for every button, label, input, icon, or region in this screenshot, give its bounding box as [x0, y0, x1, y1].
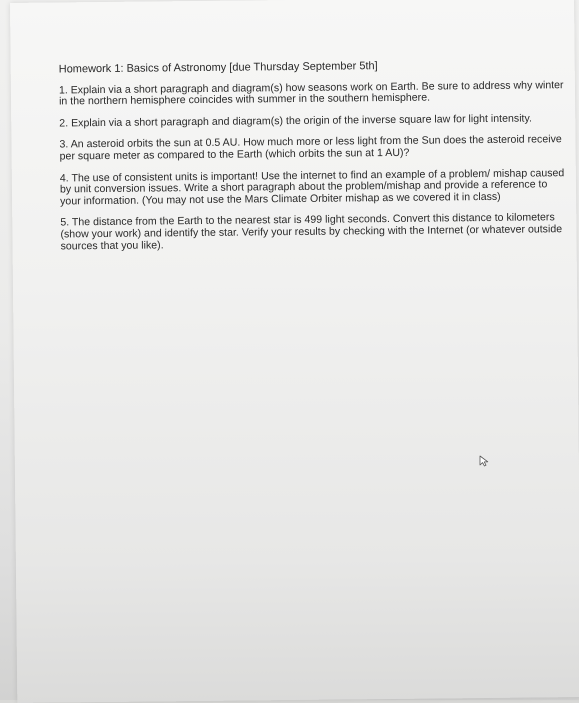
- document-page: [10, 0, 579, 703]
- question-2: 2. Explain via a short paragraph and diagram(s) the origin of the inverse square law for light intensity.: [59, 112, 532, 130]
- document-content: [59, 59, 566, 262]
- question-5: 5. The distance from the Earth to the nearest star is 499 light seconds. Convert this distance to kilometers (show your work) and identify the star. Verify your results by checking with the Internet (or whatever outside sources that you like).: [60, 211, 563, 252]
- question-1: 1. Explain via a short paragraph and diagram(s) how seasons work on Earth. Be sure to address why winter in the northern hemisphere coincides with summer in the southern hemisphere.: [58, 78, 564, 108]
- question-3: 3. An asteroid orbits the sun at 0.5 AU. How much more or less light from the Sun does the asteroid receive per square meter as compared to the Earth (which orbits the sun at 1 AU)?: [59, 133, 562, 163]
- question-4: 4. The use of consistent units is important! Use the internet to find an example of a problem/ mishap caused by unit conversion issues. Write a short paragraph about the problem/mishap and provide a reference to your information. (You may not use the Mars Climate Orbiter mishap as we covered it in class): [59, 166, 565, 208]
- mouse-pointer-icon: [479, 455, 491, 467]
- document-title: Homework 1: Basics of Astronomy [due Thursday September 5th]: [58, 60, 378, 76]
